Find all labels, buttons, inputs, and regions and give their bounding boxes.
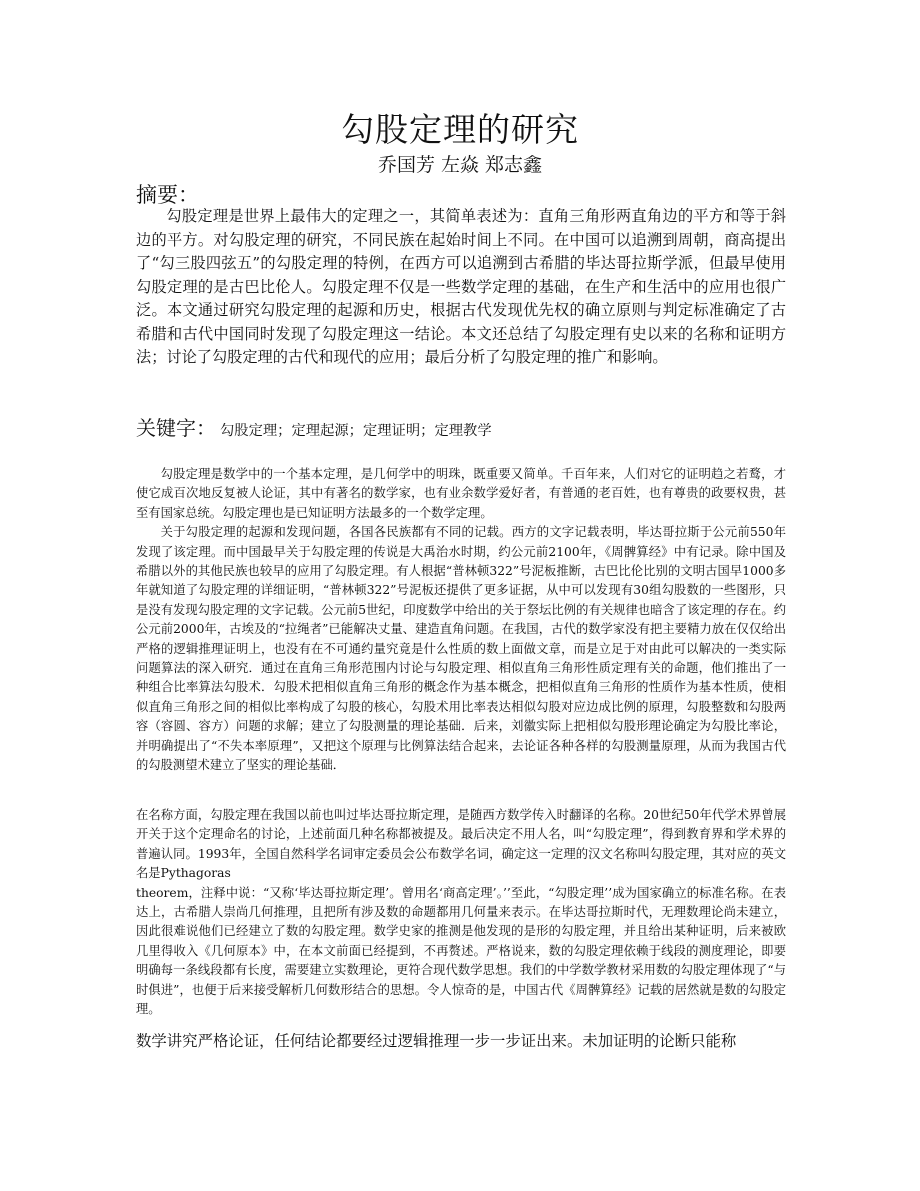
paragraph-2: 关于勾股定理的起源和发现问题，各国各民族都有不同的记载。西方的文字记载表明，毕达哥拉斯于公元前550年发现了该定理。而中国最早关于勾股定理的传说是大禹治水时期，约公元前2100年，《周髀算经》中有记录。除中国及希腊以外的其他民族也较早的应用了勾股定理。有人根据“普林顿322”号泥板推断，古巴比伦比别的文明古国早1000多年就知道了勾股定理的详细证明，“普林顿322”号泥板还提供了更多证据，从中可以发现有30组勾股数的一些图形，只是没有发现勾股定理的文字记载。公元前5世纪，印度数学中给出的关于祭坛比例的有关规律也暗含了该定理的存在。约公元前2000年，古埃及的“拉绳者”已能解决丈量、建造直角问题。在我国，古代的数学家没有把主要精力放在仅仅给出严格的逻辑推理证明上，也没有在不可通约量究竟是什么性质的数上面做文章，而是立足于对由此可以解决的一类实际问题算法的深入研究．通过在直角三角形范围内讨论与勾股定理、相似直角三角形性质定理有关的命题，他们推出了一种组合比率算法勾股术．勾股术把相似直角三角形的概念作为基本概念，把相似直角三角形的性质作为基本性质，使相似直角三角形之间的相似比率构成了勾股的核心，勾股术用比率表达相似勾股对应边成比例的原理，勾股整数和勾股两容（容圆、容方）问题的求解；建立了勾股测量的理论基础．后来，刘徽实际上把相似勾股形理论确定为勾股比率论，并明确提出了“不失本率原理”，又把这个原理与比例算法结合起来，去论证各种各样的勾股测量原理，从而为我国古代的勾股测望术建立了坚实的理论基础．: [136, 525, 786, 773]
abstract-heading: 摘要：: [136, 183, 199, 207]
abstract-text: 勾股定理是世界上最伟大的定理之一，其简单表述为：直角三角形两直角边的平方和等于斜边的平方。对勾股定理的研究，不同民族在起始时间上不同。在中国可以追溯到周朝，商高提出了“勾三股四弦五”的勾股定理的特例，在西方可以追溯到古希腊的毕达哥拉斯学派，但最早使用勾股定理的是古巴比伦人。勾股定理不仅是一些数学定理的基础，在生产和生活中的应用也很广泛。本文通过研究勾股定理的起源和历史，根据古代发现优先权的确立原则与判定标准确定了古希腊和古代中国同时发现了勾股定理这一结论。本文还总结了勾股定理有史以来的名称和证明方法；讨论了勾股定理的古代和现代的应用；最后分析了勾股定理的推广和影响。: [136, 207, 786, 366]
keywords-text: 勾股定理；定理起源；定理证明；定理教学: [220, 423, 492, 439]
authors: 乔国芳 左焱 郑志鑫: [377, 154, 543, 176]
body-section-intro: [136, 465, 786, 776]
abstract-body: [136, 205, 786, 370]
body-section-names: [136, 806, 786, 1019]
keywords-label: 关键字：: [136, 416, 216, 440]
paragraph-4: theorem，注释中说：“又称‘毕达哥拉斯定理’。曾用名‘商高定理’。’’至此，“勾股定理’’成为国家确立的标准名称。在表达上，古希腊人崇尚几何推理，且把所有涉及数的命题都用几何量来表示。在毕达哥拉斯时代，无理数理论尚未建立，因此很难说他们已经建立了数的勾股定理。数学史家的推测是他发现的是形的勾股定理，并且给出某种证明，后来被欧几里得收入《几何原本》中，在本文前面已经提到，不再赘述。严格说来，数的勾股定理依赖于线段的测度理论，即要明确每一条线段都有长度，需要建立实数理论，更符合现代数学思想。我们的中学数学教材采用数的勾股定理体现了“与时俱进”，也便于后来接受解析几何数形结合的思想。令人惊奇的是，中国古代《周髀算经》记载的居然就是数的勾股定理。: [136, 885, 786, 1017]
paragraph-3: 在名称方面，勾股定理在我国以前也叫过毕达哥拉斯定理，是随西方数学传入时翻译的名称。20世纪50年代学术界曾展开关于这个定理命名的讨论，上述前面几种名称都被提及。最后决定不用人名，叫“勾股定理”，得到教育界和学术界的普遍认同。1993年，全国自然科学名词审定委员会公布数学名词，确定这一定理的汉文名称叫勾股定理，其对应的英文名是Pythagoras: [136, 808, 786, 881]
paragraph-1: 勾股定理是数学中的一个基本定理，是几何学中的明珠，既重要又简单。千百年来，人们对它的证明趋之若鹜，才使它成百次地反复被人论证，其中有著名的数学家，也有业余数学爱好者，有普通的老百姓，也有尊贵的政要权贵，甚至有国家总统。勾股定理也是已知证明方法最多的一个数学定理。: [136, 467, 786, 520]
keywords-line: [136, 413, 836, 446]
page-title: 勾股定理的研究: [341, 110, 579, 149]
paragraph-5: 数学讲究严格论证，任何结论都要经过逻辑推理一步一步证出来。未加证明的论断只能称: [136, 1032, 737, 1050]
